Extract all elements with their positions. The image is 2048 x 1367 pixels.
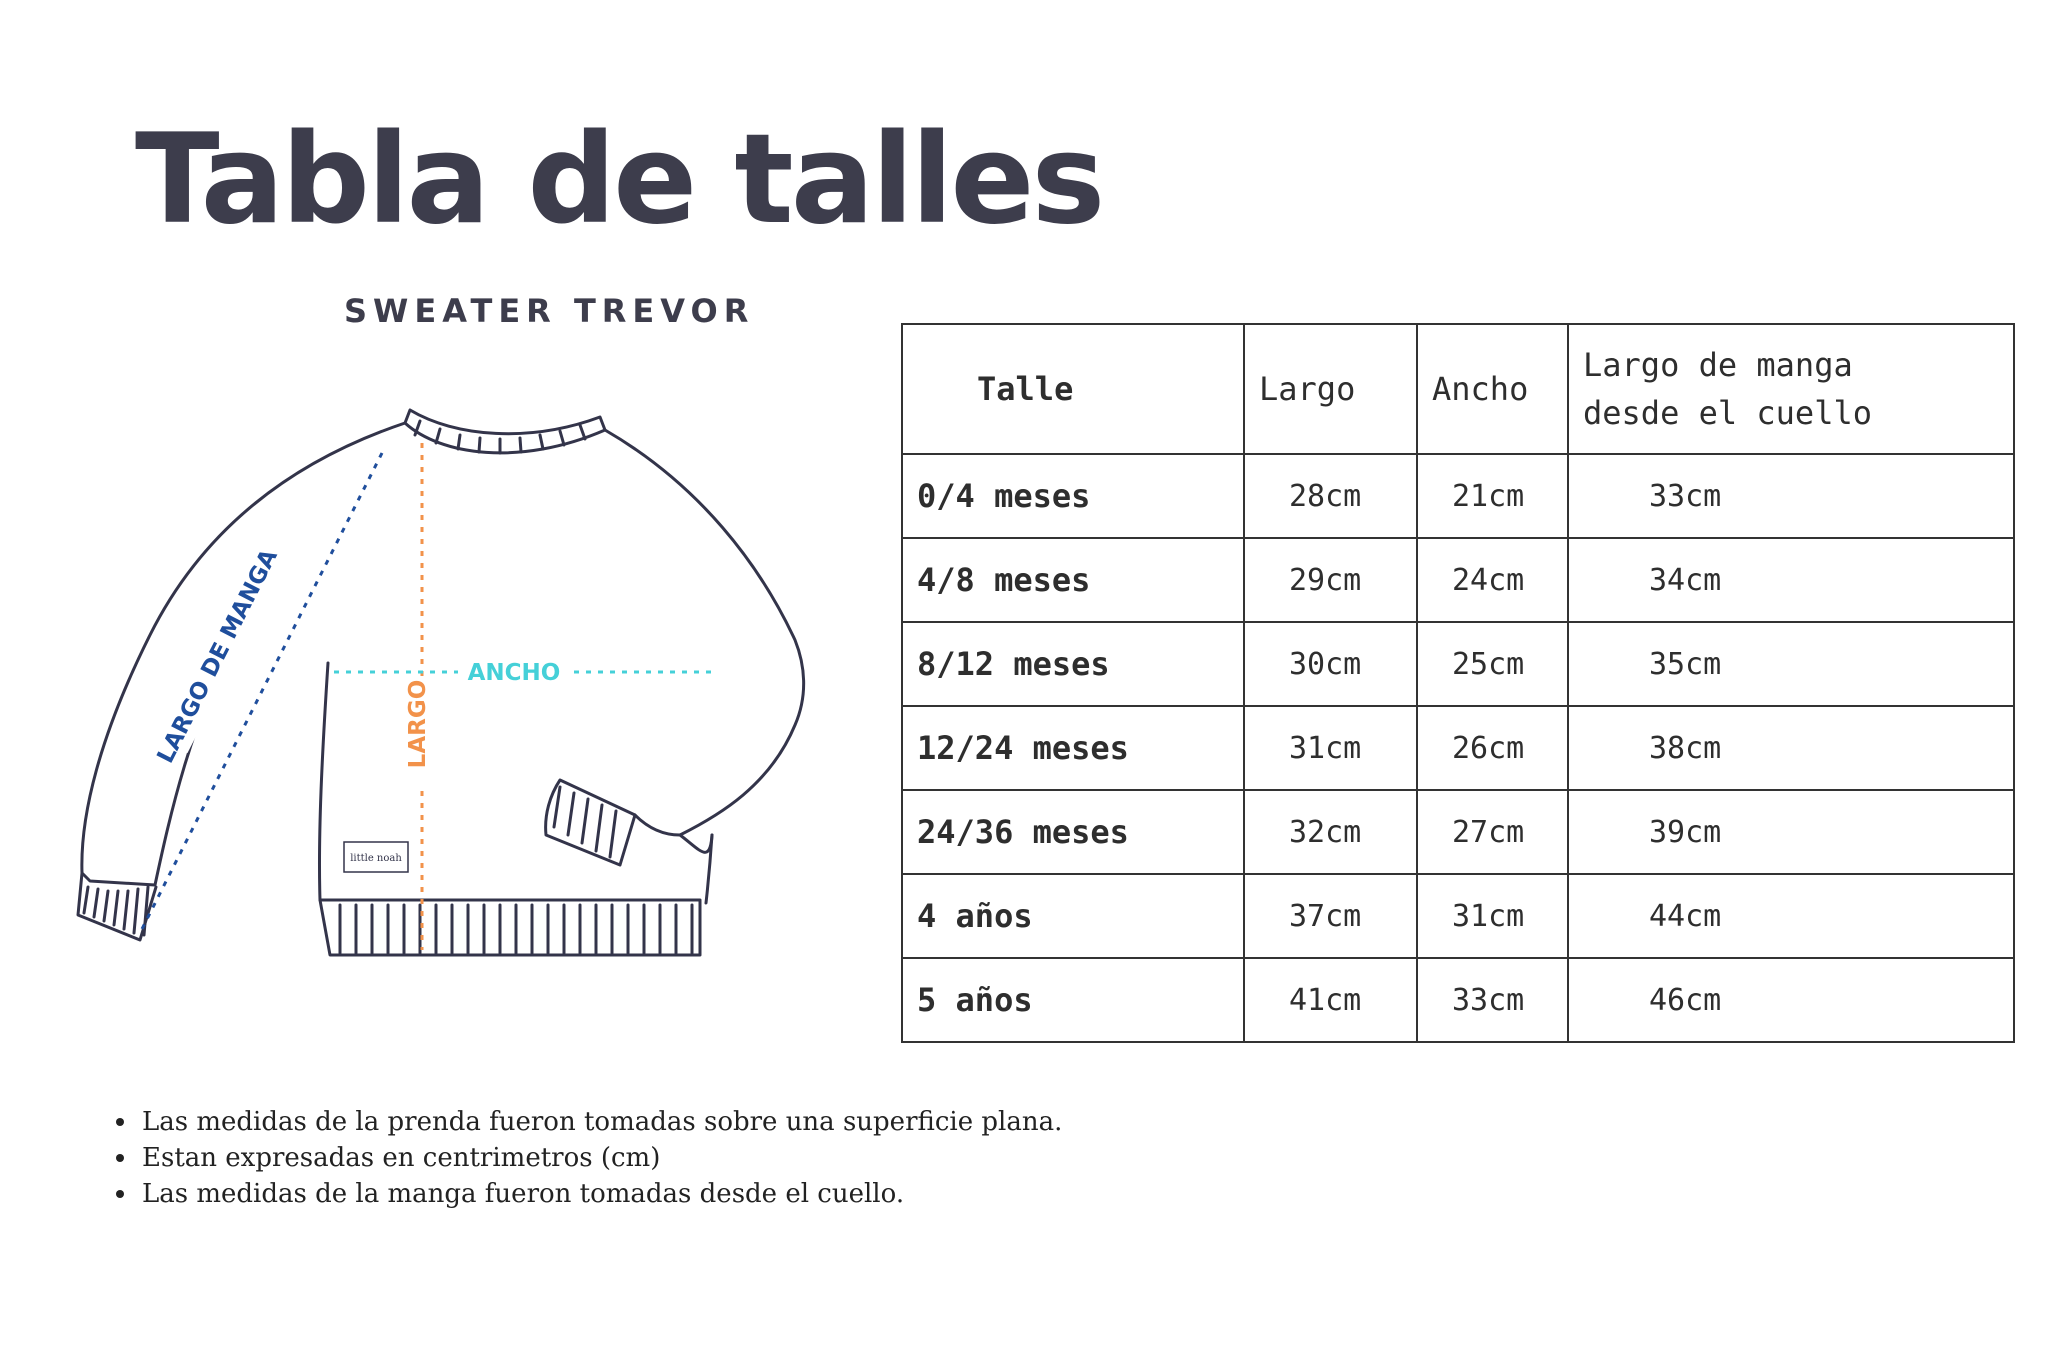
product-name: SWEATER TREVOR	[344, 292, 755, 330]
sleeve-measure-label: LARGO DE MANGA	[152, 545, 283, 768]
table-row	[902, 790, 2014, 874]
cell-talle: 4 años	[902, 874, 1244, 958]
column-header-largo-manga: Largo de manga desde el cuello	[1568, 324, 2014, 454]
notes-list	[116, 1104, 1062, 1212]
table-row	[902, 454, 2014, 538]
cell-largo-manga: 46cm	[1568, 958, 2014, 1042]
cell-largo-manga: 34cm	[1568, 538, 2014, 622]
note-item: Las medidas de la manga fueron tomadas desde el cuello.	[116, 1176, 1062, 1212]
note-item: Estan expresadas en centrimetros (cm)	[116, 1140, 1062, 1176]
cell-talle: 8/12 meses	[902, 622, 1244, 706]
cell-largo-manga: 39cm	[1568, 790, 2014, 874]
cell-talle: 4/8 meses	[902, 538, 1244, 622]
cell-largo: 41cm	[1244, 958, 1417, 1042]
sweater-diagram	[60, 395, 840, 995]
cell-largo: 28cm	[1244, 454, 1417, 538]
cell-largo-manga: 38cm	[1568, 706, 2014, 790]
cell-talle: 24/36 meses	[902, 790, 1244, 874]
cell-largo-manga: 33cm	[1568, 454, 2014, 538]
note-item: Las medidas de la prenda fueron tomadas sobre una superficie plana.	[116, 1104, 1062, 1140]
column-header-talle: Talle	[902, 324, 1244, 454]
cell-largo: 32cm	[1244, 790, 1417, 874]
table-row	[902, 958, 2014, 1042]
table-row	[902, 538, 2014, 622]
cell-ancho: 21cm	[1417, 454, 1568, 538]
table-row	[902, 874, 2014, 958]
brand-tag-text: little noah	[350, 853, 402, 864]
cell-largo: 31cm	[1244, 706, 1417, 790]
sweater-outline-left	[82, 423, 405, 885]
length-measure-label: LARGO	[405, 679, 431, 769]
cell-ancho: 27cm	[1417, 790, 1568, 874]
cell-largo-manga: 44cm	[1568, 874, 2014, 958]
cell-largo-manga: 35cm	[1568, 622, 2014, 706]
table-row	[902, 706, 2014, 790]
cell-ancho: 33cm	[1417, 958, 1568, 1042]
neckline	[405, 410, 605, 453]
cell-talle: 0/4 meses	[902, 454, 1244, 538]
page-title: Tabla de talles	[135, 108, 1103, 252]
cell-ancho: 25cm	[1417, 622, 1568, 706]
sweater-body-left	[319, 663, 328, 900]
size-table	[901, 323, 2015, 1043]
cell-largo: 29cm	[1244, 538, 1417, 622]
sweater-outline-right	[605, 430, 804, 835]
width-measure-label: ANCHO	[467, 660, 561, 686]
column-header-ancho: Ancho	[1417, 324, 1568, 454]
cell-ancho: 26cm	[1417, 706, 1568, 790]
cell-largo: 30cm	[1244, 622, 1417, 706]
table-header-row	[902, 324, 2014, 454]
cell-talle: 5 años	[902, 958, 1244, 1042]
cell-largo: 37cm	[1244, 874, 1417, 958]
column-header-largo: Largo	[1244, 324, 1417, 454]
cell-ancho: 31cm	[1417, 874, 1568, 958]
cell-ancho: 24cm	[1417, 538, 1568, 622]
cell-talle: 12/24 meses	[902, 706, 1244, 790]
table-row	[902, 622, 2014, 706]
